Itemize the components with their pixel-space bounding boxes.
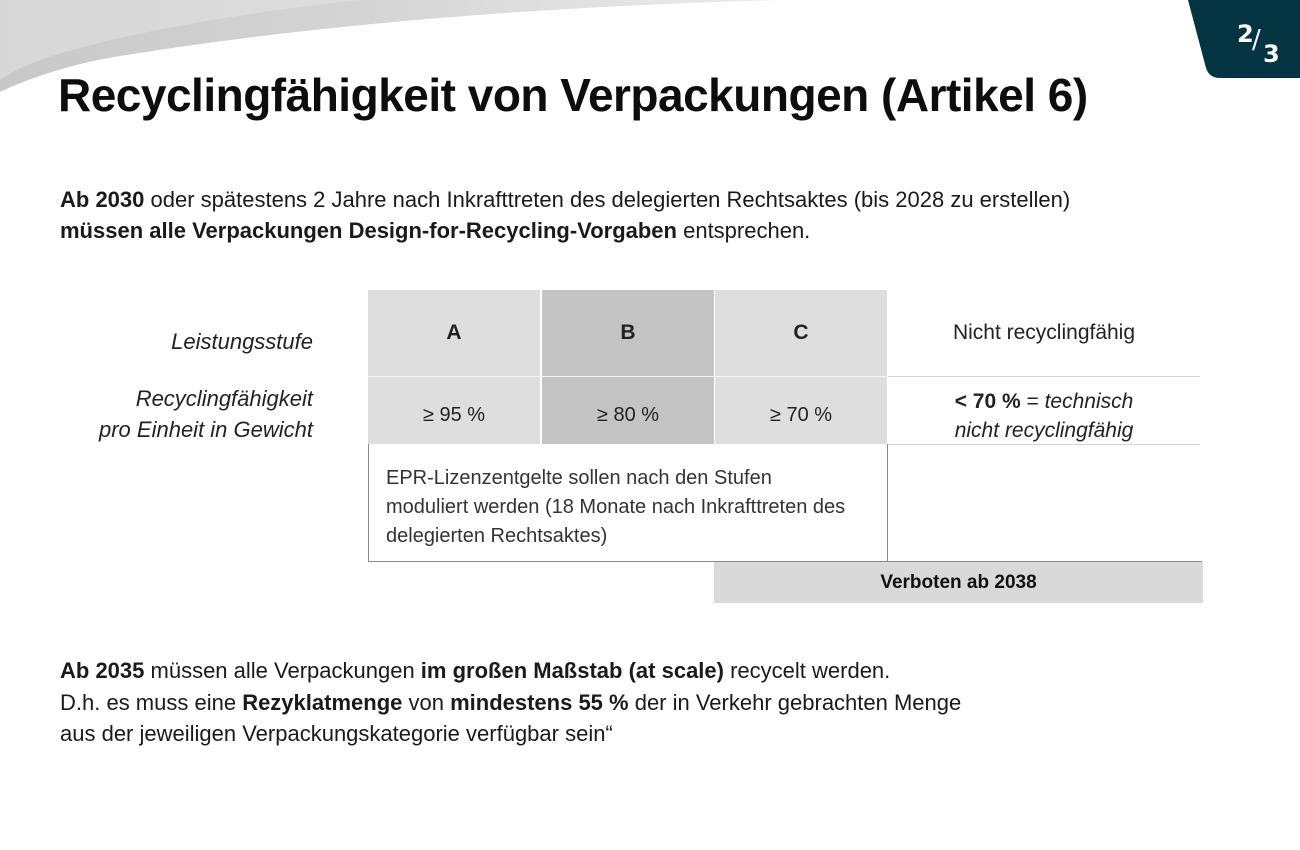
grade-b-value: ≥ 80 % (542, 376, 714, 444)
divider (888, 376, 1200, 377)
not-recyclable-threshold: < 70 % (954, 390, 1021, 413)
page-separator: / (1252, 25, 1261, 55)
intro-line2: entsprechen. (676, 218, 811, 243)
grade-b-header: B (542, 290, 714, 376)
not-recyclable-value (888, 387, 1200, 445)
bottom-percentage: mindestens 55 % (450, 689, 629, 715)
ban-banner: Verboten ab 2038 (714, 562, 1203, 603)
bottom-paragraph (60, 655, 1240, 750)
intro-year: Ab 2030 (60, 187, 145, 212)
epr-note-box (368, 444, 888, 562)
page-total: 3 (1263, 40, 1280, 68)
page-title: Recyclingfähigkeit von Verpackungen (Artikel 6) (58, 69, 1088, 121)
grade-c-value: ≥ 70 % (715, 376, 887, 444)
row-label-recyclability-line2: pro Einheit in Gewicht (99, 417, 313, 442)
bottom-scale: im großen Maßstab (at scale) (420, 658, 724, 683)
bottom-text: D.h. es muss eine (60, 689, 243, 715)
bottom-text: der in Verkehr gebrachten Menge (628, 689, 962, 715)
not-recyclable-desc-2: nicht recyclingfähig (954, 419, 1134, 442)
page-indicator (1188, 0, 1300, 78)
intro-requirement: müssen alle Verpackungen Design-for-Recycling-Vorgaben (60, 218, 677, 243)
intro-paragraph (60, 184, 1240, 246)
bottom-text: von (402, 689, 451, 715)
grade-a-value: ≥ 95 % (368, 376, 540, 444)
not-recyclable-header: Nicht recyclingfähig (952, 321, 1136, 344)
grade-c-header: C (715, 290, 887, 376)
bottom-text: recycelt werden. (723, 658, 891, 683)
not-recyclable-equals: = (1020, 390, 1045, 413)
not-recyclable-desc-1: technisch (1044, 390, 1134, 413)
epr-note-text: EPR-Lizenzentgelte sollen nach den Stufen moduliert werden (18 Monate nach Inkrafttreten des delegierten Rechtsaktes) (386, 467, 846, 547)
intro-line1: oder spätestens 2 Jahre nach Inkrafttreten des delegierten Rechtsaktes (bis 2028 zu erstellen) (144, 187, 1071, 212)
bottom-recyclate: Rezyklatmenge (242, 689, 403, 715)
bottom-text: müssen alle Verpackungen (144, 658, 421, 683)
bottom-text: aus der jeweiligen Verpackungskategorie verfügbar sein“ (60, 721, 613, 746)
grade-row-divider (368, 376, 887, 377)
row-label-recyclability-line1: Recyclingfähigkeit (135, 386, 313, 411)
divider (888, 444, 1200, 445)
bottom-year: Ab 2035 (60, 658, 145, 683)
page-current: 2 (1237, 20, 1254, 48)
row-label-performance-level: Leistungsstufe (171, 329, 313, 354)
grade-a-header: A (368, 290, 540, 376)
row-label-recyclability (58, 383, 313, 445)
